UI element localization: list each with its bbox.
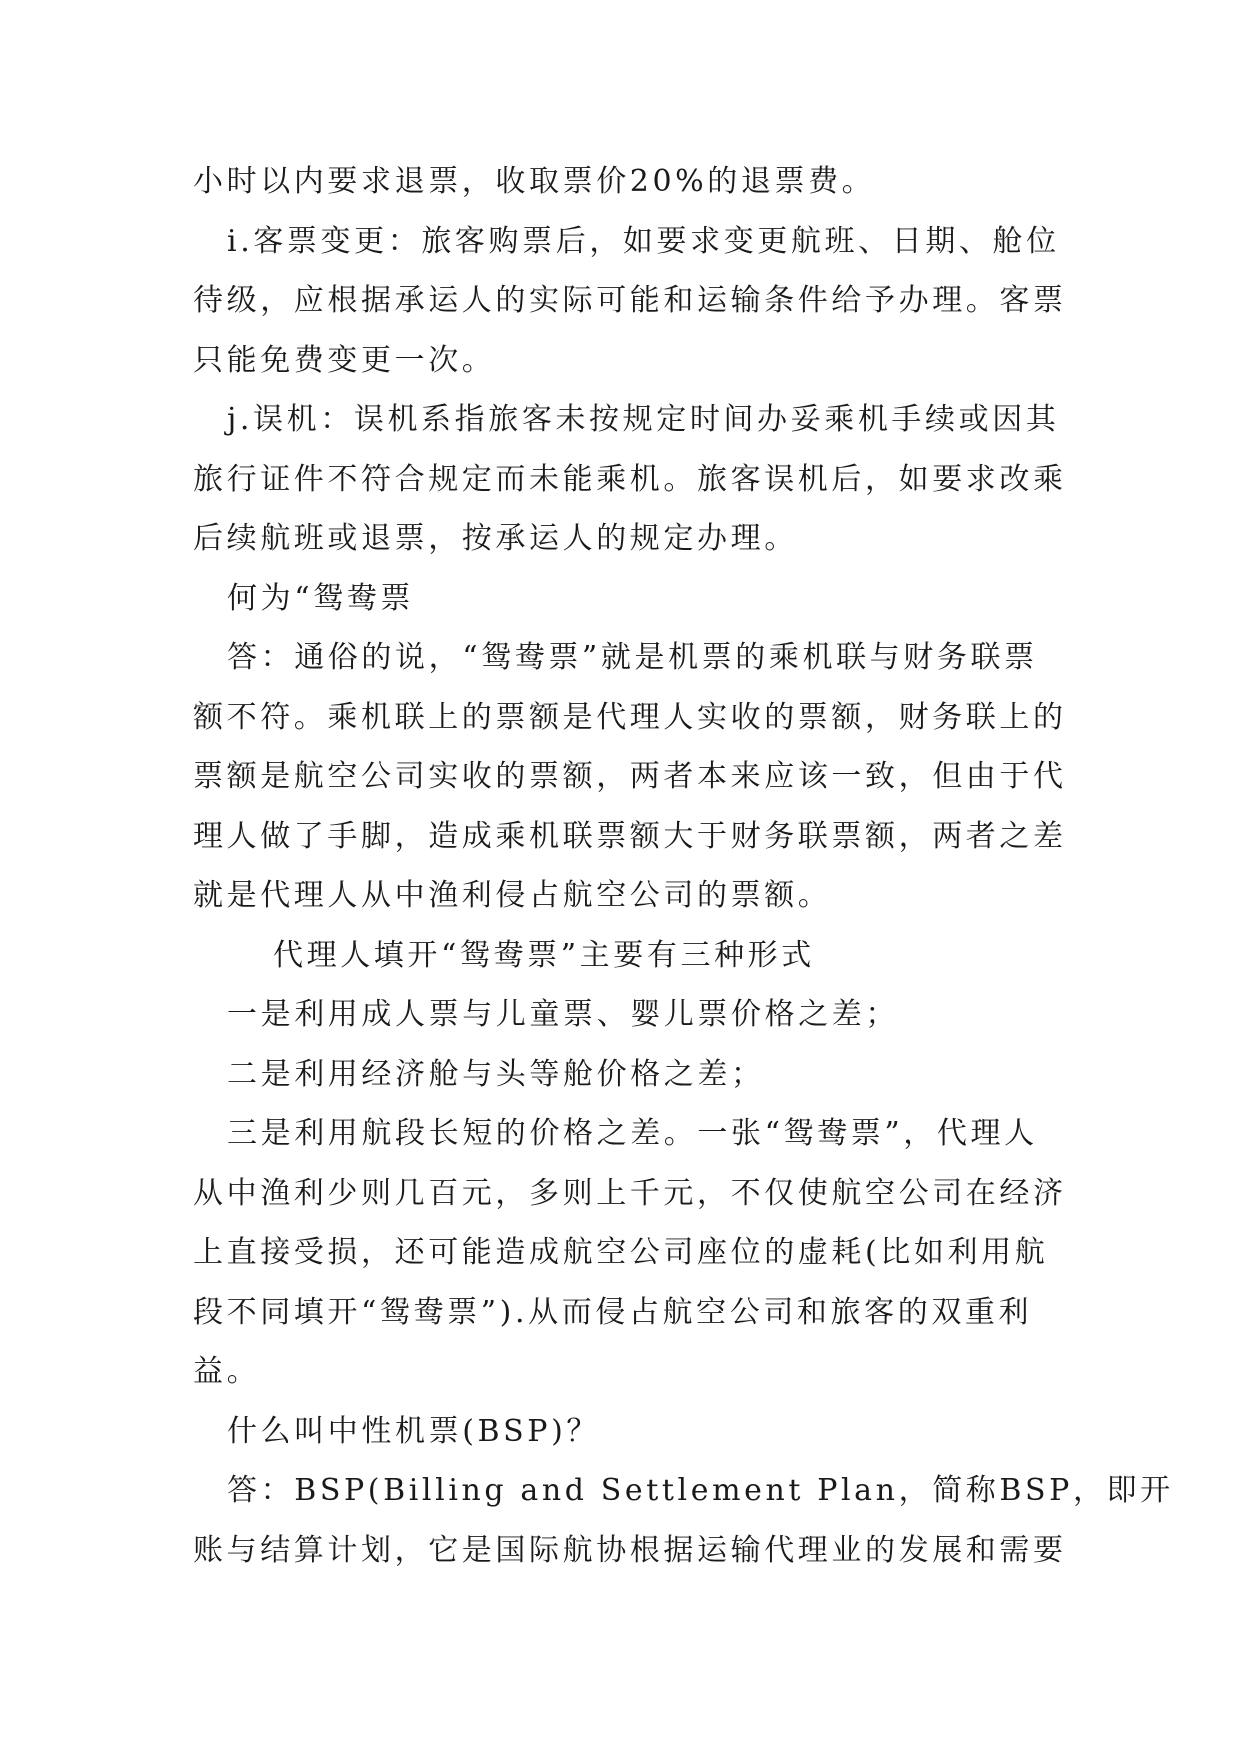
text-line: 旅行证件不符合规定而未能乘机。旅客误机后，如要求改乘 [193,461,1067,497]
text-line: 账与结算计划，它是国际航协根据运输代理业的发展和需要 [193,1532,1067,1568]
text-line: 二是利用经济舱与头等舱价格之差； [227,1056,765,1092]
text-line: 额不符。乘机联上的票额是代理人实收的票额，财务联上的 [193,699,1067,735]
text-line: 答：通俗的说，“鸳鸯票”就是机票的乘机联与财务联票 [227,640,1038,675]
text-line: 一是利用成人票与儿童票、婴儿票价格之差； [227,997,899,1032]
heading-line: 什么叫中性机票(BSP)？ [227,1413,600,1449]
text-line: 上直接受损，还可能造成航空公司座位的虚耗(比如利用航 [193,1235,1049,1270]
text-line: 就是代理人从中渔利侵占航空公司的票额。 [193,878,832,913]
text-line: 小时以内要求退票，收取票价20%的退票费。 [193,164,876,199]
text-line: j.误机：误机系指旅客未按规定时间办妥乘机手续或因其 [227,402,1060,437]
text-line: 段不同填开“鸳鸯票”).从而侵占航空公司和旅客的双重利 [193,1294,1033,1330]
text-line: 答：BSP(Billing and Settlement Plan，简称BSP，即开 [227,1473,1174,1508]
text-line: i.客票变更：旅客购票后，如要求变更航班、日期、舱位 [227,223,1060,259]
text-line: 理人做了手脚，造成乘机联票额大于财务联票额，两者之差 [193,818,1067,854]
text-line: 三是利用航段长短的价格之差。一张“鸳鸯票”，代理人 [227,1116,1038,1151]
text-line: 后续航班或退票，按承运人的规定办理。 [193,521,798,556]
text-line: 从中渔利少则几百元，多则上千元，不仅使航空公司在经济 [193,1175,1067,1211]
heading-line: 何为“鸳鸯票 [227,580,414,616]
text-line: 益。 [193,1354,261,1389]
text-line: 待级，应根据承运人的实际可能和运输条件给予办理。客票 [193,283,1067,318]
text-line: 票额是航空公司实收的票额，两者本来应该一致，但由于代 [193,759,1067,794]
heading-line: 代理人填开“鸳鸯票”主要有三种形式 [273,937,815,973]
body-text [193,152,1174,1580]
text-line: 只能免费变更一次。 [193,342,496,378]
